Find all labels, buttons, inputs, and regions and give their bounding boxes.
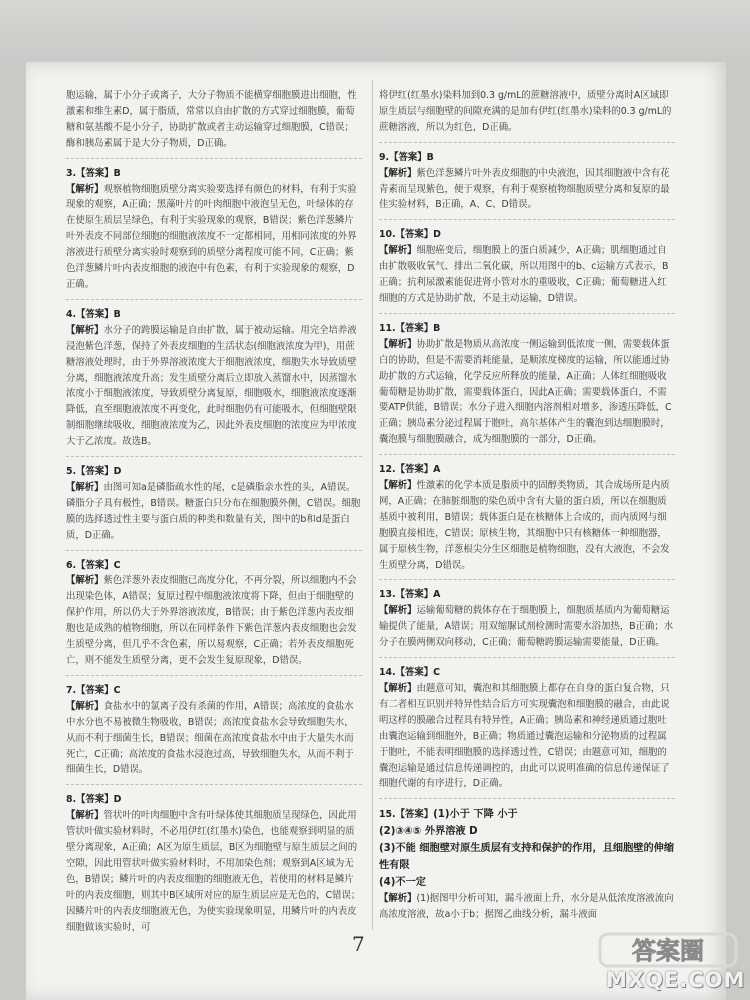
answer-entry-4 [66,304,362,457]
analysis-tag: 【解析】 [379,605,417,617]
answer-entry-15 [379,803,675,929]
watermark-logo [598,930,738,970]
answer-line-4: (4)不一定 [379,877,426,889]
left-intro-text: 胞运输，属于小分子或离子，大分子物质不能横穿细胞膜进出细胞，性激素和维生素D，属于脂质，常常以自由扩散的方式穿过细胞膜，葡萄糖和氨基酸不是小分子，协助扩散或者主动运输穿过细胞膜，C错误；酶和胰岛素属于是大分子物质，D正确。 [66,90,357,149]
answer-value: D [113,794,122,806]
answer-line-3: (3)不能 细胞壁对原生质层有支持和保护的作用，且细胞壁的伸缩性有限 [379,843,675,872]
answer-tag: 12.【答案】 [379,464,434,476]
analysis-tag: 【解析】 [379,480,417,492]
answer-entry-6 [66,555,362,676]
answer-value: B [113,167,121,179]
analysis-text: 观察植物细胞质壁分离实验要选择有颜色的材料，有利于实验现象的观察，A正确；黑藻叶片的叶肉细胞中液泡呈无色，叶绿体的存在使原生质层呈绿色，有利于实验现象的观察，B错误；紫色洋葱鳞片叶外表皮不同部位细胞的细胞液浓度不一定都相同，用相同浓度的外界溶液进行质壁分离实验时观察到的质壁分离程度可能不同，C正确；紫色洋葱鳞片叶内表皮细胞的液泡中有色素，有利于实验现象的观察，D正确。 [66,183,357,290]
answer-tag: 11.【答案】 [379,322,434,334]
analysis-text: 紫色洋葱鳞片叶外表皮细胞的中央液泡，因其细胞液中含有花青素而呈现紫色，便于观察，有利于观察植物细胞质壁分离和复原的最佳实验材料，B正确，A、C、D错误。 [379,167,670,211]
watermark-logo-text: 答案圈 [632,937,704,965]
background-top [0,0,750,62]
right-column [379,88,675,933]
answer-value: C [433,667,440,679]
analysis-tag: 【解析】 [379,338,417,350]
analysis-text: 水分子的跨膜运输是自由扩散，属于被动运输。用完全培养液浸泡紫色洋葱，保持了外表皮细胞的生活状态(细胞液浓度为甲)，用蔗糖溶液处理时，由于外界溶液浓度大于细胞液浓度，细胞失水导致质壁分离，细胞液浓度升高；发生质壁分离后立即放入蒸馏水中，因蒸馏水浓度小于细胞液浓度，导致质壁分离复原，细胞吸水，细胞液浓度逐渐降低，直至细胞液浓度不再变化，此时细胞仍有可能吸水，但细胞壁限制细胞继续吸收，细胞液浓度为乙，因此外表皮细胞的浓度应为甲浓度大于乙浓度。故选B。 [66,324,357,448]
right-intro [379,88,675,143]
answer-line-2: (2)③④⑤ 外界溶液 D [379,826,478,838]
answer-value: A [433,464,441,476]
analysis-tag: 【解析】 [66,183,104,195]
analysis-tag: 【解析】 [66,810,104,822]
analysis-tag: 【解析】 [66,575,104,587]
analysis-tag: 【解析】 [66,324,104,336]
answer-tag: 15.【答案】 [379,809,434,821]
answer-value: B [113,308,121,320]
answer-entry-5 [66,461,362,551]
answer-tag: 9.【答案】 [379,151,427,163]
left-column [66,88,362,946]
page-number: 7 [352,932,365,956]
answer-tag: 6.【答案】 [66,559,114,571]
answer-entry-3 [66,163,362,300]
answer-line-1: (1)小于 下降 小于 [433,809,518,821]
analysis-tag: 【解析】 [379,245,417,257]
analysis-tag: 【解析】 [379,683,417,694]
answer-entry-8 [66,789,362,941]
answer-tag: 14.【答案】 [379,667,434,679]
analysis-text: 运输葡萄糖的载体存在于细胞膜上，细胞质基质内为葡萄糖运输提供了能量，A错误；用双缩脲试剂检测时需要水浴加热，B正确；水分子在膜两侧双向移动，C正确；葡萄糖跨膜运输需要能量，D正确。 [379,605,674,649]
answer-tag: 7.【答案】 [66,684,114,696]
column-divider [372,80,373,930]
analysis-tag: 【解析】 [379,167,417,179]
left-intro [66,88,362,159]
watermark-url: MXQE.COM [606,968,746,992]
answer-entry-11 [379,318,675,455]
analysis-tag: 【解析】 [66,700,104,712]
analysis-tag: 【解析】 [379,893,417,905]
analysis-text: 协助扩散是物质从高浓度一侧运输到低浓度一侧，需要载体蛋白的协助，但是不需要消耗能量，是顺浓度梯度的运输，所以能通过协助扩散的方式运输，化学反应所释放的能量，A正确；人体红细胞吸收葡萄糖是协助扩散，需要载体蛋白，因此A正确；需要载体蛋白，不需要ATP供能，B错误；水分子进入细胞内溶剂相对增多，渗透压降低，C正确；胰岛素分泌过程属于胞吐，高尔基体产生的囊泡到达细胞膜时，囊泡膜与细胞膜融合，成为细胞膜的一部分，D正确。 [379,338,672,446]
answer-value: C [113,684,121,696]
analysis-text: 紫色洋葱外表皮细胞已高度分化，不再分裂，所以细胞内不会出现染色体，A错误；复原过程中细胞液浓度将下降，但由于细胞壁的保护作用，所以仍大于外界溶液浓度，B错误；由于紫色洋葱内表皮细胞也是成熟的植物细胞，所以在同样条件下紫色洋葱内表皮细胞也会发生质壁分离，但几乎不含色素，所以易观察，C正确；若外表皮细胞死亡，则不能发生质壁分离，更不会发生复原现象，D错误。 [66,575,357,666]
answer-value: B [426,151,434,163]
analysis-text: 管状叶的叶肉细胞中含有叶绿体使其细胞质呈现绿色，因此用管状叶做实验材料时，不必用伊红(红墨水)染色，也能观察到明显的质壁分离现象，A正确；A区为原生质层，B区为细胞壁与原生质层之间的空隙，因此用管状叶做实验材料时，不用加染色剂；观察到A区域为无色，B错误；鳞片叶的内表皮细胞的细胞液无色，若使用的材料是鳞片叶的内表皮细胞，则其中B区域所对应的原生质层应是无色的，C错误；因鳞片叶的内表皮细胞液无色，为使实验现象明显，用鳞片叶的内表皮细胞做该实验时，可 [66,810,361,933]
answer-value: D [433,229,441,241]
answer-tag: 8.【答案】 [66,794,114,806]
answer-tag: 10.【答案】 [379,229,434,241]
answer-entry-13 [379,584,675,658]
answer-value: B [433,322,441,334]
analysis-text: 细胞癌变后，细胞膜上的蛋白质减少，A正确；肌细胞通过自由扩散吸收氧气、排出二氧化碳，所以用图中的b、c运输方式表示，B正确；抗利尿激素能促进肾小管对水的重吸收，C正确；葡萄糖进入红细胞的方式是协助扩散，不是主动运输，D错误。 [379,245,669,304]
analysis-text: 食盐水中的氯离子没有杀菌的作用，A错误；高浓度的食盐水中水分也不易被微生物吸收，B错误；高浓度食盐水会导致细胞失水，从而不利于细菌生长，B错误；细菌在高浓度食盐水中由于大量失水而死亡，C正确；高浓度的食盐水浸泡过高，导致细胞失水，从而不利于细菌生长，D错误。 [66,700,354,776]
answer-entry-10 [379,224,675,314]
right-intro-text: 将伊红(红墨水)染料加到0.3 g/mL的蔗糖溶液中，质壁分离时A区域即原生质层与细胞壁的间隙充满的是加有伊红(红墨水)染料的0.3 g/mL的蔗糖溶液，所以为红色，D正确。 [379,90,672,133]
analysis-text: (1)据图甲分析可知，漏斗液面上升，水分是从低浓度溶液流向高浓度溶液，故a小于b；据图乙曲线分析，漏斗液面 [379,893,674,921]
answer-tag: 5.【答案】 [66,466,114,478]
answer-value: A [433,589,441,601]
answer-entry-9 [379,147,675,221]
answer-tag: 3.【答案】 [66,167,114,179]
answer-value: D [113,466,122,478]
answer-value: C [113,559,121,571]
answer-tag: 4.【答案】 [66,308,114,320]
answer-entry-12 [379,459,675,580]
analysis-tag: 【解析】 [66,481,104,493]
answer-entry-14 [379,662,675,799]
answer-tag: 13.【答案】 [379,589,434,601]
answer-entry-7 [66,680,362,785]
analysis-text: 由题意可知，囊泡和其细胞膜上都存在自身的蛋白复合物，只有二者相互识别并特异性结合后方可实现囊泡和细胞膜的融合，由此说明这样的膜融合过程具有特异性，A正确；胰岛素和神经递质通过胞吐由囊泡运输到细胞外，B正确；物质通过囊泡运输和分泌物质的过程属于胞吐，不能表明细胞膜的选择透过性，C错误；由题意可知，细胞的囊泡运输是通过信息传递调控的，由此可以说明准确的信息传递保证了细胞代谢的有序进行，D正确。 [379,683,670,790]
analysis-text: 性激素的化学本质是脂质中的固醇类物质，其合成场所是内质网，A正确；在肺脏细胞的染色质中含有大量的蛋白质，所以在细胞质基质中被利用，B错误；载体蛋白是在核糖体上合成的，而内质网与细胞膜直接相连，C错误；原核生物，其细胞中只有核糖体一种细胞器，属于原核生物，洋葱根尖分生区细胞是植物细胞，没有大液泡，不会发生质壁分离，D错误。 [379,480,670,571]
analysis-text: 由图可知a是磷脂疏水性的尾，c是磷脂亲水性的头，A错误。磷脂分子具有极性，B错误。糖蛋白只分布在细胞膜外侧，C错误。细胞膜的选择透过性主要与蛋白质的种类和数量有关，图中的b和d是蛋白质，D正确。 [66,481,361,541]
